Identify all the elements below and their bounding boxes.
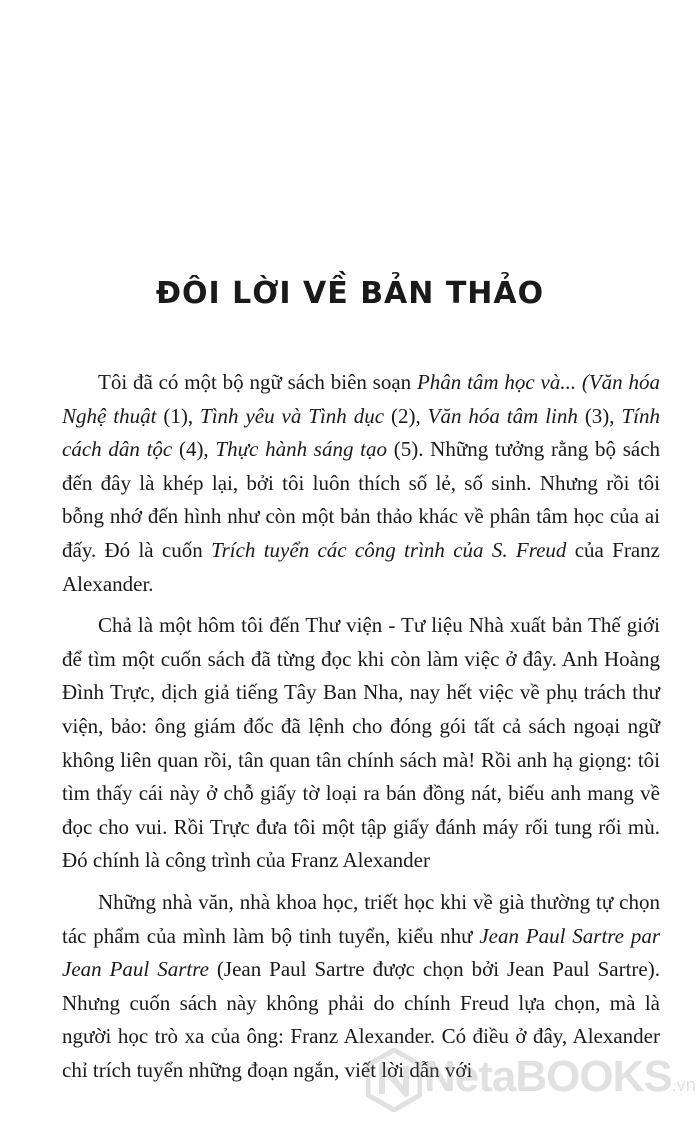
italic-run: Tình yêu và Tình dục	[200, 403, 385, 428]
watermark-suffix: .vn	[671, 1075, 696, 1095]
body-text	[62, 366, 660, 1095]
text-run: của Franz Alexander.	[62, 537, 660, 596]
text-run: Chả là một hôm tôi đến Thư viện - Tư liệu Nhà xuất bản Thế giới để tìm một cuốn sách đã từng đọc khi còn làm việc ở đây. Anh Hoàng Đình Trực, dịch giả tiếng Tây Ban Nha, nay hết việc về phụ trách thư viện, bảo: ông giám đốc đã lệnh cho đóng gói tất cả sách ngoại ngữ không liên quan rồi, tân quan tân chính sách mà! Rồi anh hạ giọng: tôi tìm thấy cái này ở chỗ giấy tờ loại ra bán đồng nát, biếu anh mang về đọc cho vui. Rồi Trực đưa tôi một tập giấy đánh máy rối tung rối mù. Đó chính là công trình của Franz Alexander	[62, 613, 660, 873]
italic-run: Jean Paul Sartre par Jean Paul Sartre	[62, 923, 660, 982]
paragraph	[62, 886, 660, 1088]
text-run: (Jean Paul Sartre được chọn bởi Jean Paul Sartre). Nhưng cuốn sách này không phải do chính Freud lựa chọn, mà là người học trò xa của ông: Franz Alexander. Có điều ở đây, Alexander chỉ trích tuyển những đoạn ngắn, viết lời dẫn với	[62, 957, 660, 1082]
paragraph	[62, 609, 660, 878]
watermark-brand: NetaBOOKS	[424, 1052, 672, 1101]
italic-run: Thực hành sáng tạo	[215, 437, 388, 462]
text-run: (5). Những tưởng rằng bộ sách đến đây là khép lại, bởi tôi luôn thích số lẻ, số sinh. Nhưng rồi tôi bỗng nhớ đến hình như còn một bản thảo khác về phân tâm học của ai đấy. Đó là cuốn	[62, 437, 661, 562]
text-run: Tôi đã có một bộ ngữ sách biên soạn	[98, 370, 417, 394]
paragraph	[62, 366, 660, 601]
page-title: ĐÔI LỜI VỀ BẢN THẢO	[155, 276, 545, 311]
text-run: (3),	[577, 403, 622, 428]
text-run: Những nhà văn, nhà khoa học, triết học khi về già thường tự chọn tác phẩm của mình làm bộ tinh tuyển, kiểu như	[62, 889, 660, 948]
italic-run: Trích tuyển các công trình của S. Freud	[211, 537, 567, 562]
text-run: (4),	[172, 437, 216, 462]
italic-run: Tính cách dân tộc	[62, 403, 660, 462]
text-run: (2),	[384, 403, 428, 428]
italic-run: Văn hóa tâm linh	[427, 403, 578, 428]
text-run: (1),	[156, 403, 201, 428]
italic-run: Phân tâm học và... (Văn hóa Nghệ thuật	[62, 370, 660, 428]
